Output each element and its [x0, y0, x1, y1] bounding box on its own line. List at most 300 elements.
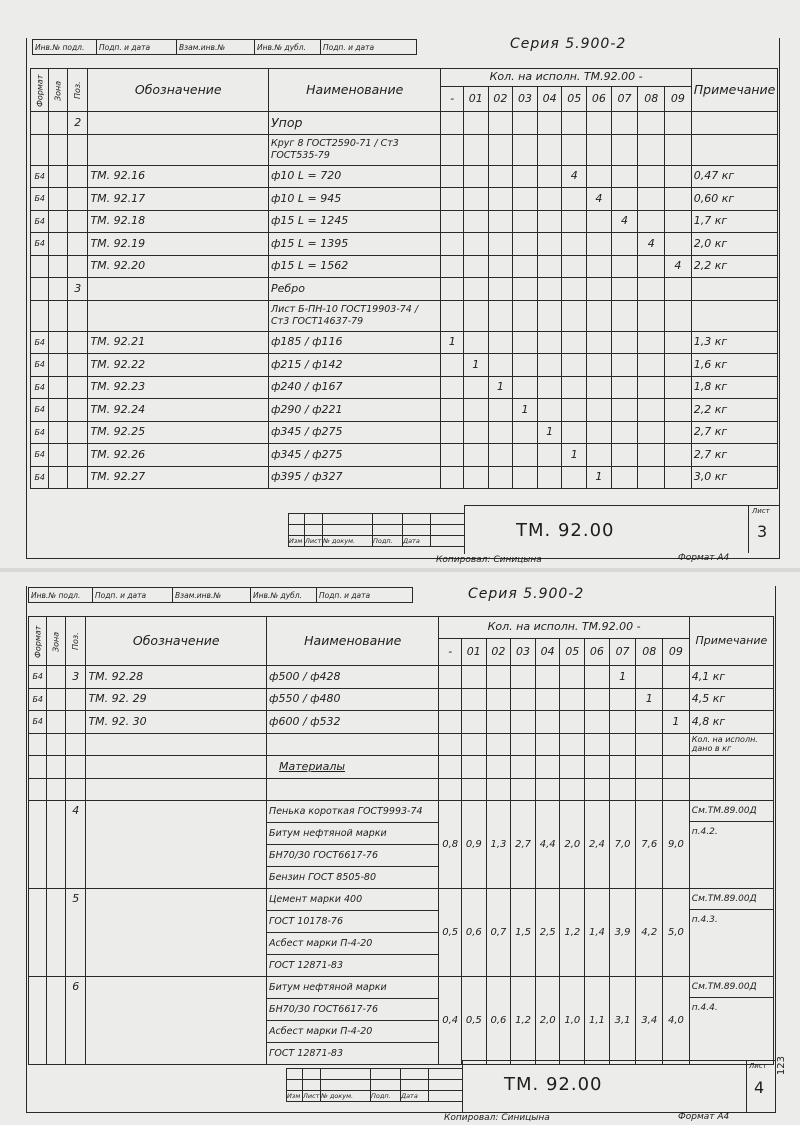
qty-cell-07: [611, 421, 638, 444]
table-row: [29, 733, 774, 756]
header-variant-03: 03: [513, 86, 538, 111]
name-cell: [267, 778, 439, 801]
qty-cell-01: [463, 376, 488, 399]
stamp-label-izm: Изм: [289, 536, 305, 547]
table-row: [29, 666, 774, 689]
qty-cell-03: 2,7: [511, 801, 536, 889]
qty-cell-01: [463, 466, 488, 489]
position-cell: 6: [65, 977, 86, 1065]
material-row: [29, 801, 774, 823]
qty-cell-08: [638, 466, 665, 489]
note-cell: 1,3 кг: [691, 331, 777, 354]
stamp-sign-date: Подп. и дата: [97, 40, 177, 55]
header-variant--: -: [441, 86, 464, 111]
name-cell: Ребро: [269, 278, 441, 301]
name-cell: ф10 L = 720: [269, 165, 441, 188]
qty-cell-09: 5,0: [663, 889, 690, 977]
qty-cell-06: [587, 210, 612, 233]
zone-cell: [49, 278, 67, 301]
qty-cell-01: 0,6: [461, 889, 486, 977]
series-label: Серия 5.900-2: [468, 586, 585, 602]
qty-cell-02: [488, 421, 513, 444]
format-cell: Б4: [29, 688, 47, 711]
format-cell: [29, 801, 47, 889]
table-row: [31, 466, 778, 489]
header-variant-01: 01: [463, 86, 488, 111]
material-row: [29, 977, 774, 999]
qty-cell-03: [511, 778, 536, 801]
qty-cell--: [441, 233, 464, 256]
header-variant-07: 07: [611, 86, 638, 111]
qty-cell-06: [587, 399, 612, 422]
qty-cell-03: [511, 733, 536, 756]
sheet-label: Лист: [749, 1062, 767, 1070]
header-qty-title: Кол. на исполн. ТМ.92.00 -: [439, 617, 689, 639]
qty-cell--: [441, 466, 464, 489]
qty-cell-03: [513, 421, 538, 444]
qty-cell--: [441, 399, 464, 422]
qty-cell-03: [513, 376, 538, 399]
qty-cell-07: [611, 300, 638, 331]
qty-cell-07: 1: [609, 666, 636, 689]
zone-cell: [47, 756, 65, 779]
position-cell: [67, 134, 88, 165]
note-cell: 0,60 кг: [691, 188, 777, 211]
qty-cell--: [439, 666, 462, 689]
format-label: Формат А4: [678, 553, 730, 563]
name-cell: ф550 / ф480: [267, 688, 439, 711]
qty-cell-09: [665, 278, 692, 301]
material-name-cell: Асбест марки П-4-20: [267, 933, 439, 955]
qty-cell-02: [486, 778, 511, 801]
note-cell: [689, 756, 773, 779]
note-line: п.4.2.: [691, 827, 718, 837]
qty-cell-05: [562, 421, 587, 444]
note-cell: 4,1 кг: [689, 666, 773, 689]
note-cell: 1,8 кг: [691, 376, 777, 399]
note-cell: 1,7 кг: [691, 210, 777, 233]
qty-cell-05: 4: [562, 165, 587, 188]
qty-cell-04: [537, 331, 562, 354]
name-cell: Круг 8 ГОСТ2590-71 / Ст3 ГОСТ535-79: [269, 134, 441, 165]
format-cell: [31, 112, 49, 135]
qty-cell-04: [537, 255, 562, 278]
designation-cell: ТМ. 92.20: [88, 255, 269, 278]
zone-cell: [49, 112, 67, 135]
qty-cell-02: 1,3: [486, 801, 511, 889]
name-cell: Лист Б-ПН-10 ГОСТ19903-74 / Ст3 ГОСТ14637-79: [269, 300, 441, 331]
header-format: Формат: [31, 69, 49, 112]
qty-cell-01: [463, 112, 488, 135]
position-cell: [67, 466, 88, 489]
position-cell: [67, 376, 88, 399]
note-cell: Кол. на исполн. дано в кг: [689, 733, 773, 756]
format-cell: Б4: [31, 399, 49, 422]
position-cell: [67, 165, 88, 188]
header-format: Формат: [29, 617, 47, 666]
qty-cell-06: [587, 165, 612, 188]
qty-cell-08: [636, 666, 663, 689]
qty-cell-09: [665, 331, 692, 354]
note-cell: [691, 300, 777, 331]
qty-cell-07: [609, 688, 636, 711]
material-name-cell: ГОСТ 10178-76: [267, 911, 439, 933]
position-cell: [65, 756, 86, 779]
material-name-cell: БН70/30 ГОСТ6617-76: [267, 845, 439, 867]
table-row: [31, 233, 778, 256]
zone-cell: [49, 399, 67, 422]
header-variant-03: 03: [511, 638, 536, 665]
designation-cell: ТМ. 92.18: [88, 210, 269, 233]
qty-cell-09: [665, 376, 692, 399]
qty-cell-04: [535, 733, 560, 756]
material-note-cell: [689, 801, 773, 889]
designation-cell: [88, 112, 269, 135]
note-cell: 2,2 кг: [691, 399, 777, 422]
zone-cell: [47, 977, 65, 1065]
stamp-sign-date-2: Подп. и дата: [321, 40, 417, 55]
qty-cell--: [439, 778, 462, 801]
top-stamp: [32, 39, 417, 55]
qty-cell--: 0,4: [439, 977, 462, 1065]
qty-cell-01: [463, 399, 488, 422]
qty-cell-02: [486, 756, 511, 779]
zone-cell: [49, 188, 67, 211]
spec-table: [28, 616, 774, 1065]
qty-cell--: [441, 444, 464, 467]
note-cell: 3,0 кг: [691, 466, 777, 489]
spec-table: [30, 68, 778, 489]
format-cell: [31, 134, 49, 165]
qty-cell--: [441, 300, 464, 331]
qty-cell-07: [611, 354, 638, 377]
position-cell: [67, 233, 88, 256]
qty-cell--: [441, 112, 464, 135]
copied-by: Копировал: Синицына: [436, 555, 542, 565]
material-name-cell: Битум нефтяной марки: [267, 823, 439, 845]
header-variant-09: 09: [665, 86, 692, 111]
designation-cell: [88, 134, 269, 165]
position-cell: [67, 300, 88, 331]
qty-cell-05: [562, 255, 587, 278]
qty-cell-02: 1: [488, 376, 513, 399]
position-cell: 2: [67, 112, 88, 135]
header-designation: Обозначение: [88, 69, 269, 112]
designation-cell: ТМ. 92.16: [88, 165, 269, 188]
designation-cell: [86, 756, 267, 779]
qty-cell-04: [537, 233, 562, 256]
header-qty-title: Кол. на исполн. ТМ.92.00 -: [441, 69, 691, 87]
qty-cell-06: 2,4: [585, 801, 610, 889]
designation-cell: [86, 801, 267, 889]
header-note: Примечание: [689, 617, 773, 666]
name-cell: ф185 / ф116: [269, 331, 441, 354]
format-cell: Б4: [31, 233, 49, 256]
header-variant-05: 05: [560, 638, 585, 665]
position-cell: 4: [65, 801, 86, 889]
stamp-label-date: Дата: [401, 1091, 429, 1102]
qty-cell-09: 4: [665, 255, 692, 278]
format-cell: [31, 278, 49, 301]
designation-cell: ТМ. 92.27: [88, 466, 269, 489]
designation-cell: ТМ. 92.25: [88, 421, 269, 444]
table-row: [29, 778, 774, 801]
material-note-cell: [689, 889, 773, 977]
qty-cell-06: [587, 112, 612, 135]
position-cell: [67, 188, 88, 211]
name-cell: ф215 / ф142: [269, 354, 441, 377]
table-row: [31, 376, 778, 399]
qty-cell-06: [587, 331, 612, 354]
table-row: [31, 300, 778, 331]
qty-cell-09: [663, 733, 690, 756]
format-cell: [31, 255, 49, 278]
qty-cell-09: 4,0: [663, 977, 690, 1065]
designation-cell: [88, 278, 269, 301]
name-cell: Материалы: [267, 756, 439, 779]
qty-cell-04: [535, 711, 560, 734]
qty-cell-07: 3,1: [609, 977, 636, 1065]
format-cell: Б4: [31, 376, 49, 399]
qty-cell-03: [513, 331, 538, 354]
stamp-replace-inv: Взам.инв.№: [177, 40, 255, 55]
margin-page-number: 123: [776, 1056, 787, 1076]
qty-cell-03: 1: [513, 399, 538, 422]
qty-cell-03: [513, 300, 538, 331]
format-cell: Б4: [31, 165, 49, 188]
qty-cell-09: [665, 134, 692, 165]
qty-cell-01: [461, 778, 486, 801]
format-cell: [29, 977, 47, 1065]
format-label: Формат А4: [678, 1112, 730, 1122]
qty-cell-05: [562, 112, 587, 135]
format-cell: Б4: [31, 444, 49, 467]
qty-cell--: [441, 255, 464, 278]
note-cell: [691, 278, 777, 301]
qty-cell-05: [562, 278, 587, 301]
stamp-inv-orig: Инв.№ подл.: [29, 588, 93, 603]
format-cell: Б4: [29, 666, 47, 689]
qty-cell-08: [638, 421, 665, 444]
qty-cell-08: [638, 210, 665, 233]
qty-cell-06: [585, 666, 610, 689]
zone-cell: [49, 233, 67, 256]
qty-cell-06: [587, 354, 612, 377]
qty-cell-01: [463, 210, 488, 233]
zone-cell: [49, 300, 67, 331]
qty-cell-09: [665, 112, 692, 135]
qty-cell-09: [665, 210, 692, 233]
qty-cell-09: [663, 756, 690, 779]
header-variant-05: 05: [562, 86, 587, 111]
sheet-number: 4: [754, 1078, 765, 1097]
qty-cell-08: [638, 134, 665, 165]
qty-cell-05: 1,2: [560, 889, 585, 977]
note-cell: [691, 134, 777, 165]
qty-cell-04: [537, 210, 562, 233]
qty-cell-02: [488, 444, 513, 467]
qty-cell-03: [513, 233, 538, 256]
qty-cell-06: [585, 711, 610, 734]
qty-cell-03: [513, 255, 538, 278]
qty-cell-02: [488, 134, 513, 165]
designation-cell: ТМ. 92.21: [88, 331, 269, 354]
stamp-inv-orig: Инв.№ подл.: [33, 40, 97, 55]
stamp-replace-inv: Взам.инв.№: [173, 588, 251, 603]
zone-cell: [49, 134, 67, 165]
qty-cell-08: [638, 354, 665, 377]
header-name: Наименование: [269, 69, 441, 112]
material-name-cell: ГОСТ 12871-83: [267, 1043, 439, 1065]
designation-cell: ТМ. 92. 29: [86, 688, 267, 711]
qty-cell-07: 7,0: [609, 801, 636, 889]
zone-cell: [49, 331, 67, 354]
material-name-cell: ГОСТ 12871-83: [267, 955, 439, 977]
table-row: [31, 255, 778, 278]
qty-cell-02: [488, 188, 513, 211]
material-row: [29, 889, 774, 911]
designation-cell: ТМ. 92.26: [88, 444, 269, 467]
qty-cell-01: [461, 711, 486, 734]
format-cell: Б4: [31, 466, 49, 489]
position-cell: [65, 733, 86, 756]
qty-cell-09: [665, 300, 692, 331]
format-cell: [29, 756, 47, 779]
position-cell: [65, 711, 86, 734]
qty-cell-06: [587, 376, 612, 399]
stamp-label-sign: Подп.: [371, 1091, 401, 1102]
qty-cell-02: [488, 331, 513, 354]
qty-cell-05: [562, 354, 587, 377]
doc-code: ТМ. 92.00: [516, 520, 615, 541]
qty-cell-05: [562, 300, 587, 331]
stamp-label-list: Лист: [303, 1091, 320, 1100]
qty-cell-05: [562, 134, 587, 165]
qty-cell-08: [636, 778, 663, 801]
qty-cell-07: [611, 278, 638, 301]
qty-cell-07: [611, 165, 638, 188]
note-cell: 4,8 кг: [689, 711, 773, 734]
header-variant-06: 06: [585, 638, 610, 665]
zone-cell: [47, 733, 65, 756]
position-cell: 5: [65, 889, 86, 977]
header-variant-07: 07: [609, 638, 636, 665]
qty-cell--: [441, 165, 464, 188]
qty-cell-06: 4: [587, 188, 612, 211]
zone-cell: [47, 688, 65, 711]
title-block-frame: [464, 505, 779, 554]
designation-cell: ТМ. 92.28: [86, 666, 267, 689]
qty-cell-05: [560, 778, 585, 801]
title-block-stamp: [286, 1068, 463, 1102]
qty-cell-09: [665, 399, 692, 422]
name-cell: ф240 / ф167: [269, 376, 441, 399]
position-cell: [67, 444, 88, 467]
qty-cell-01: [463, 233, 488, 256]
qty-cell-02: [488, 278, 513, 301]
qty-cell-06: [587, 255, 612, 278]
qty-cell--: [441, 134, 464, 165]
note-cell: 2,7 кг: [691, 444, 777, 467]
position-cell: [65, 778, 86, 801]
qty-cell-01: [463, 255, 488, 278]
copied-by: Копировал: Синицына: [444, 1113, 550, 1123]
header-variant-04: 04: [535, 638, 560, 665]
qty-cell-05: [562, 399, 587, 422]
qty-cell-03: [513, 165, 538, 188]
qty-cell-04: [535, 688, 560, 711]
qty-cell-08: [638, 300, 665, 331]
qty-cell-05: [560, 688, 585, 711]
qty-cell-04: 1: [537, 421, 562, 444]
qty-cell-07: [611, 399, 638, 422]
qty-cell-05: [560, 733, 585, 756]
qty-cell-06: [585, 733, 610, 756]
qty-cell-02: [488, 210, 513, 233]
table-row: [31, 210, 778, 233]
zone-cell: [49, 165, 67, 188]
zone-cell: [47, 666, 65, 689]
format-cell: [31, 300, 49, 331]
header-name: Наименование: [267, 617, 439, 666]
position-cell: 3: [67, 278, 88, 301]
table-row: [31, 112, 778, 135]
designation-cell: ТМ. 92.24: [88, 399, 269, 422]
name-cell: ф395 / ф327: [269, 466, 441, 489]
qty-cell-04: [537, 112, 562, 135]
qty-cell-08: 4: [638, 233, 665, 256]
qty-cell-03: [511, 711, 536, 734]
qty-cell--: [441, 354, 464, 377]
qty-cell-01: [461, 733, 486, 756]
note-cell: 4,5 кг: [689, 688, 773, 711]
qty-cell-01: [461, 756, 486, 779]
designation-cell: ТМ. 92.23: [88, 376, 269, 399]
format-cell: Б4: [31, 354, 49, 377]
zone-cell: [49, 210, 67, 233]
qty-cell-03: [513, 134, 538, 165]
name-cell: ф345 / ф275: [269, 421, 441, 444]
designation-cell: [86, 977, 267, 1065]
qty-cell-07: [611, 444, 638, 467]
position-cell: [67, 399, 88, 422]
qty-cell-04: [537, 165, 562, 188]
qty-cell-03: 1,5: [511, 889, 536, 977]
qty-cell-03: [511, 756, 536, 779]
qty-cell-03: [513, 188, 538, 211]
qty-cell-09: [663, 666, 690, 689]
table-row: [31, 278, 778, 301]
qty-cell-05: [560, 711, 585, 734]
name-cell: ф600 / ф532: [267, 711, 439, 734]
name-cell: ф15 L = 1245: [269, 210, 441, 233]
qty-cell-08: [638, 399, 665, 422]
qty-cell--: 0,5: [439, 889, 462, 977]
position-cell: [67, 210, 88, 233]
name-cell: ф10 L = 945: [269, 188, 441, 211]
qty-cell-05: [562, 331, 587, 354]
qty-cell-03: [511, 688, 536, 711]
zone-cell: [49, 255, 67, 278]
top-stamp: [28, 587, 413, 603]
position-cell: [65, 688, 86, 711]
zone-cell: [49, 444, 67, 467]
qty-cell-07: [609, 711, 636, 734]
name-cell: ф15 L = 1395: [269, 233, 441, 256]
qty-cell-08: [638, 444, 665, 467]
table-row: [31, 188, 778, 211]
qty-cell-01: [463, 165, 488, 188]
